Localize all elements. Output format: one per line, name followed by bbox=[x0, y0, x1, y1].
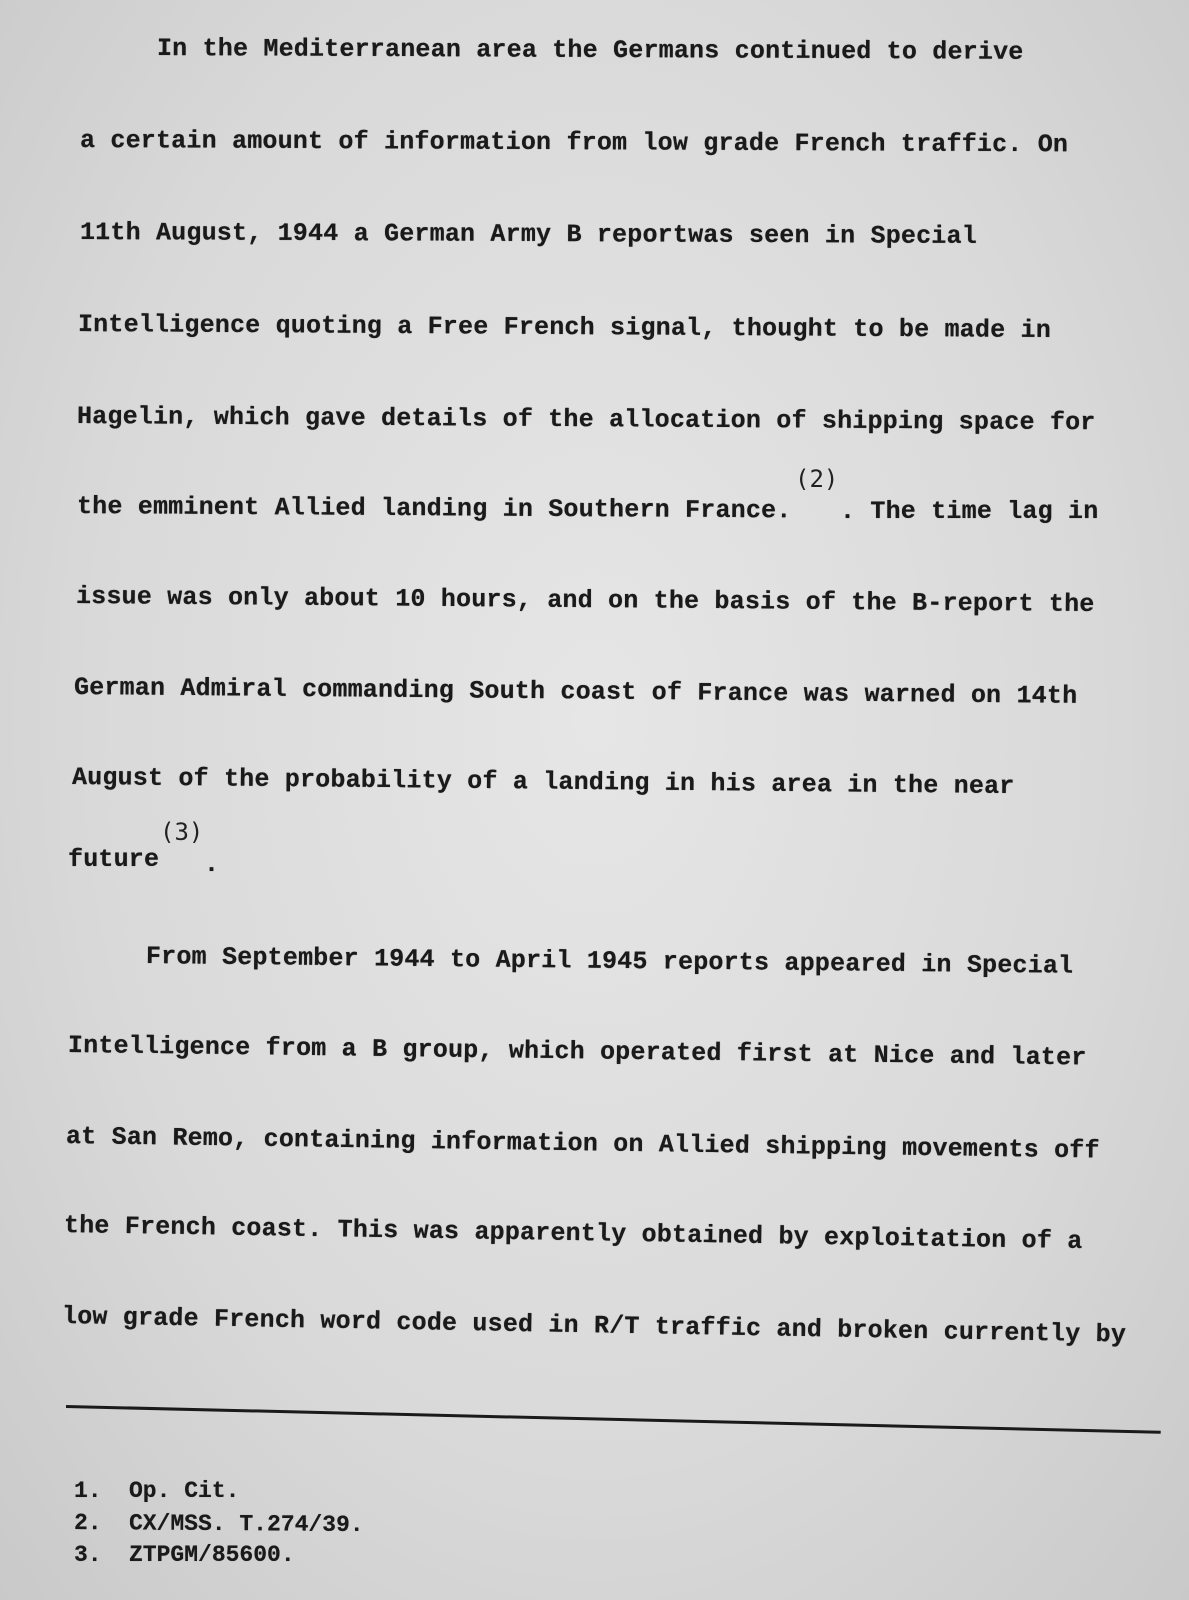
body-line-10-dot: . bbox=[204, 850, 220, 879]
footnote-2-number: 2. bbox=[73, 1510, 102, 1537]
footnote-1 bbox=[74, 1478, 239, 1504]
body-line-12: Intelligence from a B group, which operated first at Nice and later bbox=[67, 1031, 1087, 1073]
footnote-marker-3: (3) bbox=[160, 818, 204, 846]
body-line-4: Intelligence quoting a Free French signal, thought to be made in bbox=[77, 310, 1052, 345]
footnote-marker-2: (2) bbox=[795, 465, 839, 493]
footnote-1-number: 1. bbox=[74, 1478, 102, 1504]
footnote-2 bbox=[74, 1510, 364, 1538]
body-line-5: Hagelin, which gave details of the allocation of shipping space for bbox=[76, 402, 1096, 438]
body-line-7: issue was only about 10 hours, and on the basis of the B-report the bbox=[75, 582, 1095, 619]
body-line-6b: . The time lag in bbox=[840, 497, 1099, 526]
footnote-1-text: Op. Cit. bbox=[129, 1478, 240, 1504]
footnote-3-number: 3. bbox=[74, 1542, 102, 1568]
body-line-14: the French coast. This was apparently obtained by exploitation of a bbox=[63, 1211, 1083, 1256]
body-line-2: a certain amount of information from low grade French traffic. On bbox=[79, 126, 1069, 160]
body-line-10: future bbox=[68, 845, 160, 874]
body-line-6a: the emminent Allied landing in Southern France. bbox=[76, 492, 792, 526]
body-line-1: In the Mediterranean area the Germans continued to derive bbox=[156, 34, 1024, 67]
footnote-3 bbox=[74, 1542, 295, 1568]
body-line-11: From September 1944 to April 1945 reports appeared in Special bbox=[145, 942, 1074, 981]
body-line-9: August of the probability of a landing in his area in the near bbox=[71, 763, 1015, 802]
footnote-separator bbox=[66, 1405, 1161, 1434]
body-line-8: German Admiral commanding South coast of France was warned on 14th bbox=[73, 673, 1078, 711]
body-line-3: 11th August, 1944 a German Army B reportwas seen in Special bbox=[79, 218, 978, 251]
footnote-3-text: ZTPGM/85600. bbox=[129, 1542, 295, 1568]
body-line-15: low grade French word code used in R/T traffic and broken currently by bbox=[61, 1302, 1127, 1350]
footnote-2-text: CX/MSS. T.274/39. bbox=[128, 1510, 364, 1539]
body-line-13: at San Remo, containing information on Allied shipping movements off bbox=[65, 1122, 1100, 1166]
